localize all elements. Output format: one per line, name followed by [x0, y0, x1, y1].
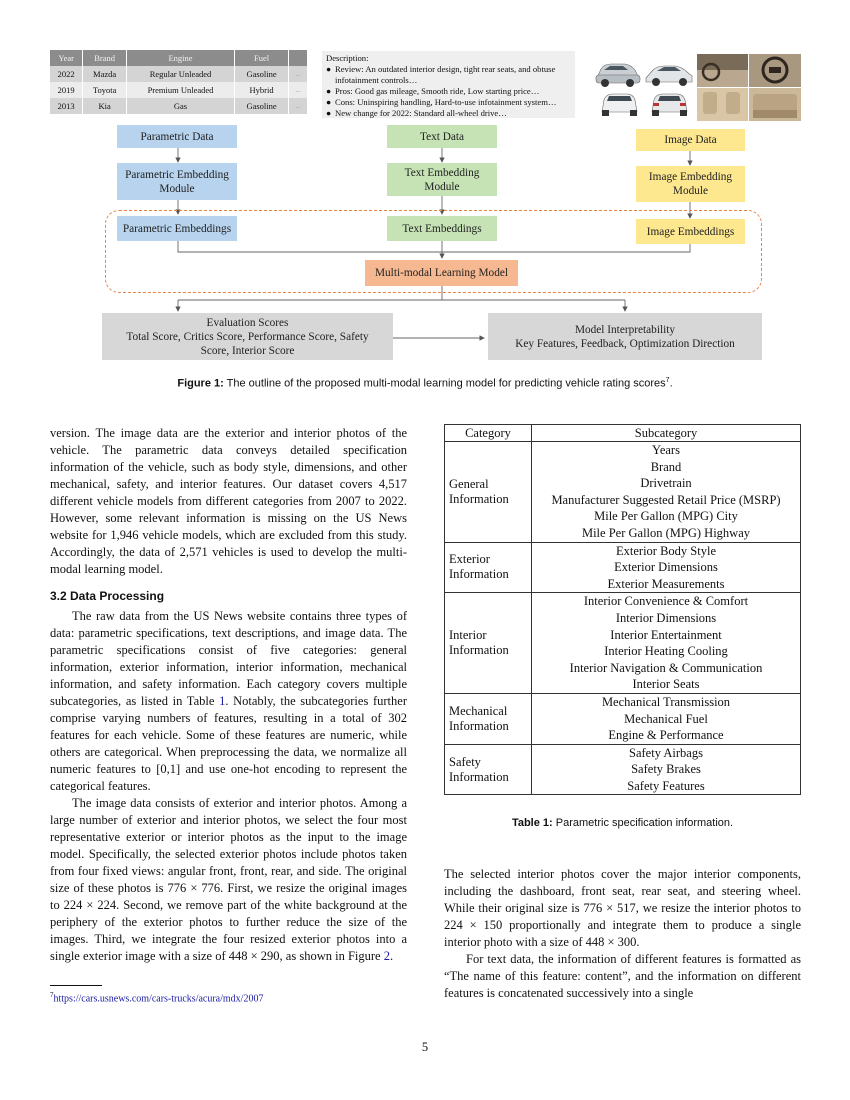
figure-table-header-cell: Fuel [235, 50, 289, 66]
table-category-cell: General Information [445, 442, 532, 543]
parametric-embedding-module-box: Parametric Embedding Module [117, 163, 237, 200]
figure-table-header-cell: Brand [83, 50, 127, 66]
page-number: 5 [421, 1040, 429, 1054]
figure-table-cell: Mazda [83, 66, 127, 82]
footnote-rule [50, 985, 102, 986]
figure-table-cell: 2013 [50, 98, 83, 114]
figure-table-cell: Hybrid [235, 82, 289, 98]
right-column [444, 866, 801, 1002]
table-category-cell: Exterior Information [445, 542, 532, 593]
figure-table-cell: Toyota [83, 82, 127, 98]
footnote-url-link[interactable]: https://cars.usnews.com/cars-trucks/acura/mdx/2007 [53, 993, 264, 1005]
description-title: Description: [326, 53, 369, 63]
image-embeddings-box: Image Embeddings [636, 219, 745, 244]
text-embedding-module-box: Text Embedding Module [387, 163, 497, 196]
description-review-cont: infotainment controls… [335, 75, 418, 85]
table-row [445, 442, 801, 543]
figure-table-cell: ... [289, 98, 308, 114]
table-subcategory-cell: Mechanical Transmission Mechanical Fuel Engine & Performance [532, 693, 801, 744]
bullet-icon: ● [326, 86, 332, 96]
table-subcategory-cell: Years Brand Drivetrain Manufacturer Suggested Retail Price (MSRP) Mile Per Gallon (MPG) City Mile Per Gallon (MPG) Highway [532, 442, 801, 543]
figure-table-cell: Premium Unleaded [126, 82, 234, 98]
table-header-category: Category [445, 425, 532, 442]
description-cons: ● Cons: Uninspiring handling, Hard-to-use infotainment system… [326, 97, 557, 107]
bullet-icon: ● [326, 64, 332, 74]
table-subcategory-cell: Exterior Body Style Exterior Dimensions Exterior Measurements [532, 542, 801, 593]
paragraph: For text data, the information of different features is formatted as “The name of this feature: content”, and the information on different features is concatenated successively into a single [444, 952, 801, 1000]
paragraph: The selected interior photos cover the major interior components, including the dashboard, front seat, rear seat, and steering wheel. While their original size is 776 × 517, we resize the interior photos to 224 × 150 proportionally and integrate them to produce a single interior photo with a size of 448 × 300. [444, 867, 801, 949]
multi-modal-learning-model-box: Multi-modal Learning Model [365, 260, 518, 286]
figure-table-cell: Kia [83, 98, 127, 114]
figure-ref-link[interactable]: 2 [383, 949, 390, 963]
table-caption: Table 1: Parametric specification information. [511, 817, 734, 829]
paragraph: The image data consists of exterior and interior photos. Among a large number of exterior and interior photos, we select the four most representative exterior or interior photos as the input to the image model. Specifically, the selected exterior photos include photos taken from four fixed views: angular front, front, rear, and side. The original size of these photos is 776 × 776. First, we resize the original images to 224 × 224. Second, we remove part of the white background at the periphery of the exterior photos to further reduce the size of the images. Third, we integrate the four resized exterior photos into a single exterior image with a size of 448 × 290, as shown in Figure 2. [50, 796, 407, 963]
figure-table-cell: 2019 [50, 82, 83, 98]
table-subcategory-cell: Safety Airbags Safety Brakes Safety Features [532, 744, 801, 795]
table-category-cell: Mechanical Information [445, 693, 532, 744]
table-row [445, 593, 801, 694]
left-column [50, 425, 407, 965]
parametric-data-box: Parametric Data [117, 125, 237, 148]
text-data-box: Text Data [387, 125, 497, 148]
table-ref-link[interactable]: 1 [219, 694, 226, 708]
evaluation-scores-box: Evaluation Scores Total Score, Critics Score, Performance Score, Safety Score, Interior Score [102, 313, 393, 360]
description-new: ● New change for 2022: Standard all-wheel drive… [326, 108, 507, 118]
parametric-spec-table [444, 424, 801, 795]
figure-table-header-cell: ... [289, 50, 308, 66]
image-embedding-module-box: Image Embedding Module [636, 166, 745, 202]
figure-table-header-cell: Year [50, 50, 83, 66]
table-category-cell: Interior Information [445, 593, 532, 694]
text-embeddings-box: Text Embeddings [387, 216, 497, 241]
table-row [445, 542, 801, 593]
table-header-row [445, 425, 801, 442]
figure-caption: Figure 1: The outline of the proposed multi-modal learning model for predicting vehicle rating scores$^7$. [177, 377, 673, 390]
figure-table-cell: Gasoline [235, 98, 289, 114]
section-heading: 3.2 Data Processing [50, 589, 165, 603]
paragraph: The raw data from the US News website contains three types of data: parametric specifications, text descriptions, and image data. The parametric specifications consist of five categories: general information, exterior information, interior information, mechanical information, and safety information. Each category covers multiple subcategories, as listed in Table 1. Notably, the subcategories further comprise varying numbers of features, resulting in a total of 302 features for each vehicle. Some of these features are numeric, while others are categorical. When preprocessing the data, we normalize all numeric features to [0,1] and use one-hot encoding to represent the categorical features. [50, 609, 407, 793]
figure-table-header-cell: Engine [126, 50, 234, 66]
footnote: $^7$https://cars.usnews.com/cars-trucks/acura/mdx/2007 [50, 991, 264, 1005]
table-category-cell: Safety Information [445, 744, 532, 795]
bullet-icon: ● [326, 97, 332, 107]
bullet-icon: ● [326, 108, 332, 118]
figure-table-cell: Gasoline [235, 66, 289, 82]
model-interpretability-box: Model Interpretability Key Features, Feedback, Optimization Direction [488, 313, 762, 360]
image-data-box: Image Data [636, 129, 745, 151]
parametric-embeddings-box: Parametric Embeddings [117, 216, 237, 241]
figure-table-cell: ... [289, 66, 308, 82]
figure-table-cell: Gas [126, 98, 234, 114]
figure-table-cell: Regular Unleaded [126, 66, 234, 82]
table-row [445, 693, 801, 744]
table-row [445, 744, 801, 795]
paragraph: version. The image data are the exterior and interior photos of the vehicle. The parametric data conveys detailed specification information of the vehicle, such as body style, dimensions, and other mechanical, safety, and interior features. Our dataset covers 4,517 different vehicle models from different categories from 2007 to 2022. However, some relevant information is missing on the US News website for 1,946 vehicle models, which are excluded from this study. Accordingly, the data of 2,571 vehicles is used to develop the multi-modal learning model. [50, 426, 407, 576]
description-pros: ● Pros: Good gas mileage, Smooth ride, Low starting price… [326, 86, 540, 96]
table-header-subcategory: Subcategory [532, 425, 801, 442]
table-subcategory-cell: Interior Convenience & Comfort Interior Dimensions Interior Entertainment Interior Heating Cooling Interior Navigation & Communication Interior Seats [532, 593, 801, 694]
figure-table-cell: 2022 [50, 66, 83, 82]
figure-table-cell: ... [289, 82, 308, 98]
description-review: ● Review: An outdated interior design, tight rear seats, and obtuse [326, 64, 556, 74]
